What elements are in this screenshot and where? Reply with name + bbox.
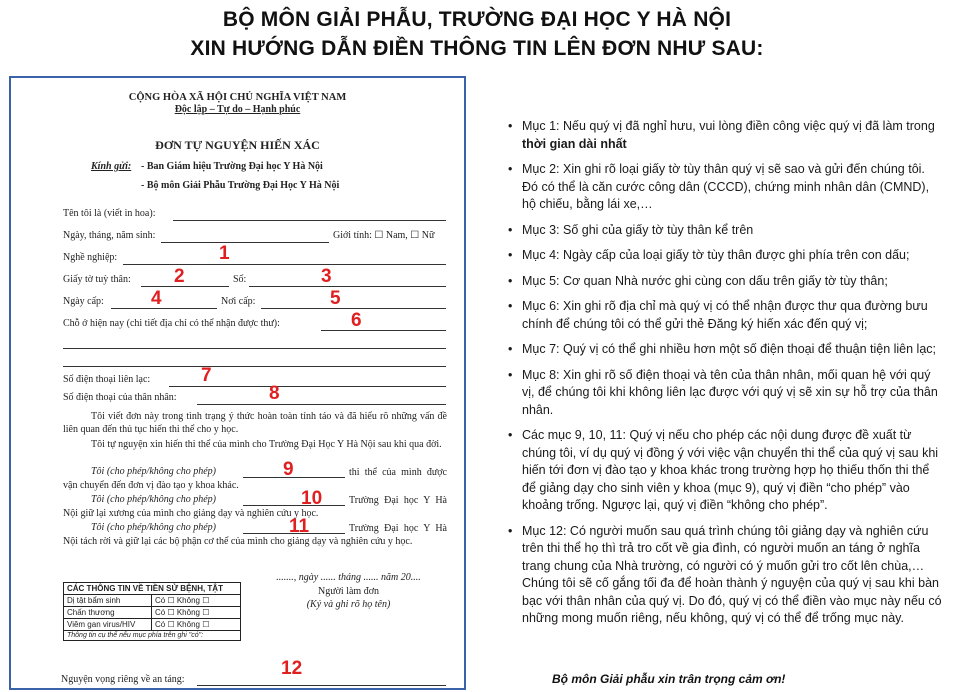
form-name-label: Tên tôi là (viết in hoa): [63, 208, 156, 219]
form-address-label: Chỗ ở hiện nay (chi tiết địa chỉ có thể nhận được thư): [63, 318, 280, 329]
medical-history-table [63, 582, 241, 641]
marker-8: 8 [269, 383, 280, 404]
form-kinh-gui: Kính gửi: [91, 161, 132, 172]
medical-history-header: CÁC THÔNG TIN VỀ TIỀN SỬ BỆNH, TẬT [64, 583, 240, 595]
form-issue-date-label: Ngày cấp: [63, 296, 104, 307]
form-signer-note: (Ký và ghi rõ họ tên) [306, 599, 391, 610]
form-dob-label: Ngày, tháng, năm sinh: [63, 230, 156, 241]
form-wish-label: Nguyện vọng riêng về an táng: [61, 674, 185, 685]
marker-11: 11 [289, 516, 310, 537]
marker-12: 12 [281, 658, 303, 679]
form-issue-place-line [261, 308, 446, 309]
form-address-line-3 [63, 366, 446, 367]
form-recipient-2: - Bộ môn Giải Phẫu Trường Đại Học Y Hà Nội [141, 180, 340, 191]
form-nation: CỘNG HÒA XÃ HỘI CHỦ NGHĨA VIỆT NAM [128, 92, 347, 103]
form-id-label: Giấy tờ tuỳ thân: [63, 274, 131, 285]
note-item: • Mục 3: Số ghi của giấy tờ tùy thân kể trên [508, 222, 942, 240]
instruction-notes [508, 118, 942, 636]
form-para-4b: Trường Đại học Y Hà Nội giữ lại xương của mình cho giảng dạy và nghiên cứu y học. [63, 495, 447, 519]
page-title-line-1: BỘ MÔN GIẢI PHẪU, TRƯỜNG ĐẠI HỌC Y HÀ NỘI [222, 8, 732, 31]
form-para-4a: Tôi (cho phép/không cho phép) [91, 494, 216, 505]
marker-5: 5 [330, 288, 341, 309]
note-item: • Mục 6: Xin ghi rõ địa chỉ mà quý vị có thể nhận được thư qua đường bưu chính để chúng tôi có thể gửi thẻ Đăng ký hiến xác đến quý vị; [508, 298, 942, 333]
form-para-2: Tôi tự nguyện xin hiến thi thể của mình cho Trường Đại Học Y Hà Nội sau khi qua đời. [91, 439, 442, 450]
history-options: Có ☐ Không ☐ [155, 620, 210, 629]
marker-10: 10 [301, 488, 323, 509]
marker-9: 9 [283, 459, 294, 480]
note-item: • Mục 1: Nếu quý vị đã nghỉ hưu, vui lòng điền công việc quý vị đã làm trong thời gian dài nhất [508, 118, 942, 153]
form-title: ĐƠN TỰ NGUYỆN HIẾN XÁC [155, 138, 320, 152]
note-item: • Mục 12: Có người muốn sau quá trình chúng tôi giảng dạy và nghiên cứu trên thi thể họ thì trả tro cốt về gia đình, có người muốn an táng ở nghĩa trang chung của Nhà trường, có người có ý muốn gửi tro cốt lên chùa,… Chúng tôi sẽ cố gắng tối đa để hoàn thành ý nguyện của quý vị sau khi bàn bạc với thân nhân của quý vị. Do đó, quý vị có thể điền vào mục này nếu có những mong muốn riêng, nếu không, quý vị có thể để trống mục này. [508, 523, 942, 628]
form-wish-line [197, 685, 446, 686]
form-motto: Độc lập – Tự do – Hạnh phúc [174, 104, 301, 115]
medical-history-note: Thông tin cụ thể nếu mục phía trên ghi "có": [67, 632, 204, 639]
form-para-3b: thi thể của mình được vận chuyển đến đơn vị đào tạo y khoa khác. [63, 467, 447, 491]
donation-form [11, 78, 464, 688]
history-item: Viêm gan virus/HIV [64, 619, 152, 630]
marker-3: 3 [321, 266, 332, 287]
form-para-1: Tôi viết đơn này trong tình trạng ý thức hoàn toàn tỉnh táo và đã hiểu rõ những vấn đề liên quan đến thủ tục hiến thi thể cho y học. [63, 411, 447, 435]
history-options: Có ☐ Không ☐ [155, 596, 210, 605]
table-row [64, 595, 240, 607]
marker-2: 2 [174, 266, 185, 287]
note-item: • Mục 8: Xin ghi rõ số điện thoại và tên của thân nhân, mối quan hệ với quý vị, để chúng tôi khi không liên lạc được với quý vị sẽ xin sự hỗ trợ của thân nhân. [508, 367, 942, 420]
note-item: • Mục 7: Quý vị có thể ghi nhiều hơn một số điện thoại để thuận tiện liên lạc; [508, 341, 942, 359]
form-recipient-1: - Ban Giám hiệu Trường Đại học Y Hà Nội [141, 161, 323, 172]
form-para-5b: Trường Đại học Y Hà Nội tách rời và giữ lại các bộ phận cơ thể của mình cho giảng dạy và nghiên cứu y học. [63, 523, 447, 547]
form-signer: Người làm đơn [318, 586, 379, 597]
table-row [64, 607, 240, 619]
form-address-line-2 [63, 348, 446, 349]
note-item: • Các mục 9, 10, 11: Quý vị nếu cho phép các nội dung được đề xuất từ chúng tôi, ví dụ quý vị đồng ý với việc vận chuyển thi thể của quý vị sau khi hiến tới đơn vị đào tạo y khoa khác trong trường hợp họ thiếu thốn thi thể để giảng dạy cho sinh viên y khoa (mục 9), quý vị điền “cho phép” vào khoảng trống. Ngược lại, quý vị điền “không cho phép”. [508, 427, 942, 515]
form-name-line [173, 220, 446, 221]
form-date-line: ......., ngày ...... tháng ...... năm 20.... [276, 572, 421, 583]
marker-6: 6 [351, 310, 362, 331]
note-item: • Mục 5: Cơ quan Nhà nước ghi cùng con dấu trên giấy tờ tùy thân; [508, 273, 942, 291]
note-item: • Mục 2: Xin ghi rõ loại giấy tờ tùy thân quý vị sẽ sao và gửi đến chúng tôi. Đó có thể là căn cước công dân (CCCD), chứng minh nhân dân (CMND), hộ chiếu, bằng lái xe,… [508, 161, 942, 214]
form-gender-label: Giới tính: ☐ Nam, ☐ Nữ [333, 230, 435, 241]
form-relative-phone-line [197, 404, 446, 405]
closing-thanks: Bộ môn Giải phẫu xin trân trọng cảm ơn! [552, 672, 786, 686]
form-job-line [123, 264, 446, 265]
form-id-no-line [249, 286, 446, 287]
marker-1: 1 [219, 243, 230, 264]
form-phone-label: Số điện thoại liên lạc: [63, 374, 151, 385]
form-address-line [321, 330, 446, 331]
form-issue-place-label: Nơi cấp: [221, 296, 256, 307]
page-title-line-2: XIN HƯỚNG DẪN ĐIỀN THÔNG TIN LÊN ĐƠN NHƯ SAU: [190, 37, 764, 60]
history-options: Có ☐ Không ☐ [155, 608, 210, 617]
marker-7: 7 [201, 365, 212, 386]
form-dob-line [161, 242, 329, 243]
form-para-5a: Tôi (cho phép/không cho phép) [91, 522, 216, 533]
form-issue-date-line [111, 308, 217, 309]
form-id-no-label: Số: [233, 274, 247, 285]
form-relative-phone-label: Số điện thoại của thân nhân: [63, 392, 177, 403]
history-item: Chấn thương [64, 607, 152, 618]
donation-form-image [9, 76, 466, 690]
marker-4: 4 [151, 288, 162, 309]
form-id-line [141, 286, 229, 287]
history-item: Dị tật bẩm sinh [64, 595, 152, 606]
form-para-3a: Tôi (cho phép/không cho phép) [91, 466, 216, 477]
note-item: • Mục 4: Ngày cấp của loại giấy tờ tùy thân được ghi phía trên con dấu; [508, 247, 942, 265]
table-row [64, 619, 240, 631]
form-job-label: Nghề nghiệp: [63, 252, 118, 263]
